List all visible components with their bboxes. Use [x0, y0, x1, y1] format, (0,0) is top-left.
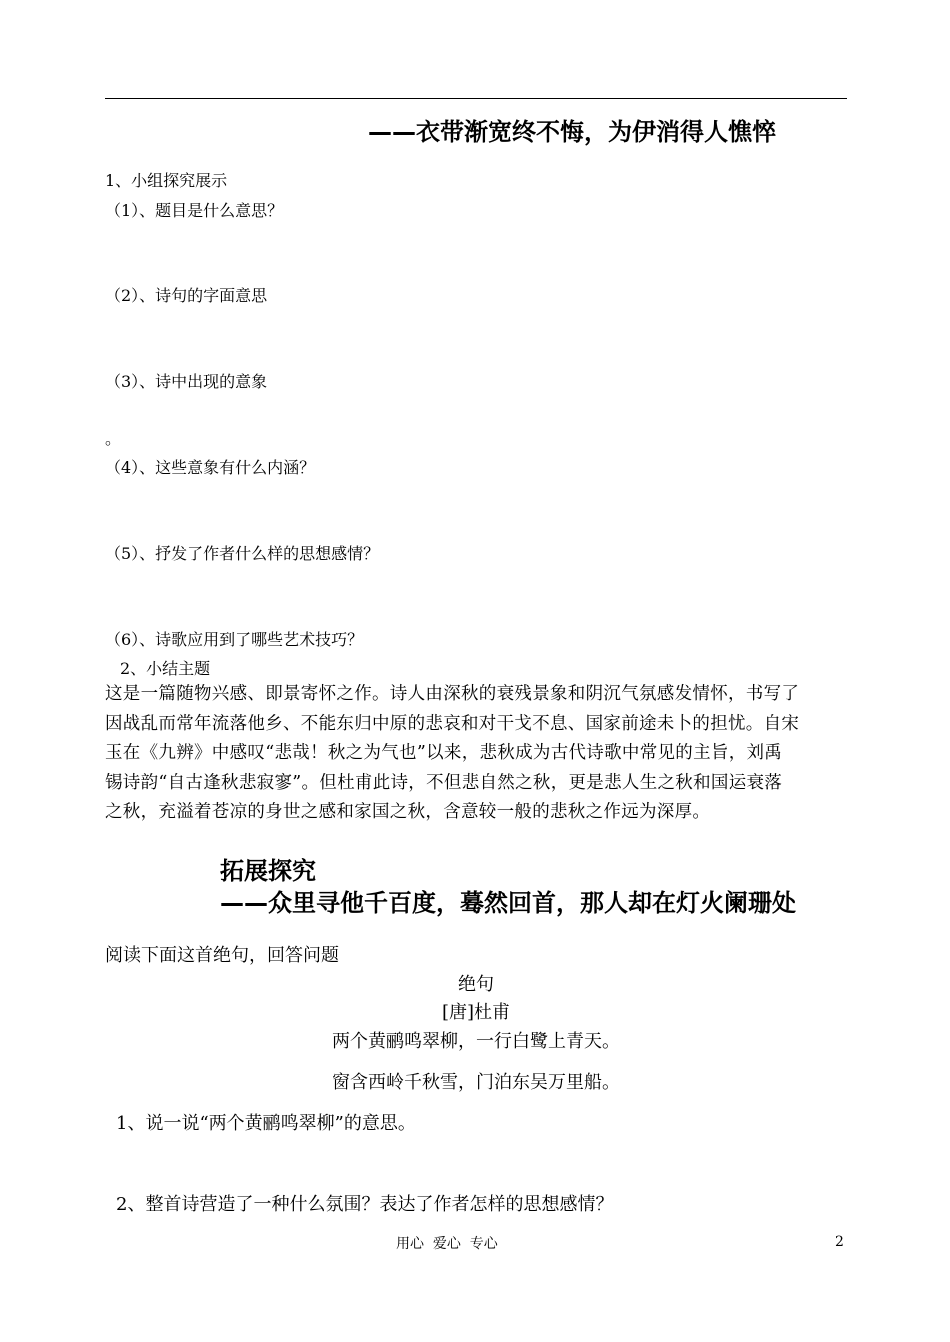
poem-line: 两个黄鹂鸣翠柳，一行白鹭上青天。: [332, 1031, 620, 1052]
extension-question-1: 1、说一说“两个黄鹂鸣翠柳”的意思。: [116, 1113, 416, 1134]
summary-line: 之秋，充溢着苍凉的身世之感和家国之秋，含意较一般的悲秋之作远为深厚。: [105, 802, 711, 822]
header-subtitle: ——衣带渐宽终不悔，为伊消得人憔悴: [368, 118, 776, 146]
page-number: 2: [835, 1234, 844, 1250]
summary-line: 这是一篇随物兴感、即景寄怀之作。诗人由深秋的衰残景象和阴沉气氛感发情怀，书写了: [105, 684, 800, 704]
question-2: （2）、诗句的字面意思: [105, 286, 268, 305]
summary-line: 玉在《九辨》中感叹“悲哉！秋之为气也”以来，悲秋成为古代诗歌中常见的主旨，刘禹: [105, 743, 783, 763]
question-3: （3）、诗中出现的意象: [105, 372, 268, 391]
header-rule: [105, 98, 847, 99]
summary-paragraph: [105, 680, 850, 828]
poem-title: 绝句: [458, 974, 494, 995]
footer-motto: 用心 爱心 专心: [396, 1236, 498, 1252]
section1-title: 1、小组探究展示: [105, 171, 228, 190]
poem-line: 窗含西岭千秋雪，门泊东吴万里船。: [332, 1072, 620, 1093]
reading-instruction: 阅读下面这首绝句，回答问题: [105, 945, 339, 966]
summary-line: 锡诗韵“自古逢秋悲寂寥”。但杜甫此诗，不但悲自然之秋，更是悲人生之秋和国运衰落: [105, 772, 783, 793]
poem-author: [唐]杜甫: [441, 1002, 511, 1023]
extension-question-2: 2、整首诗营造了一种什么氛围？表达了作者怎样的思想感情？: [116, 1194, 614, 1215]
question-1: （1）、题目是什么意思？: [105, 201, 284, 220]
section2-title: 2、小结主题: [120, 659, 211, 678]
question-6: （6）、诗歌应用到了哪些艺术技巧？: [105, 630, 364, 649]
summary-line: 因战乱而常年流落他乡、不能东归中原的悲哀和对干戈不息、国家前途未卜的担忧。自宋: [105, 713, 800, 734]
question-4: （4）、这些意象有什么内涵？: [105, 458, 316, 477]
extension-subtitle: ——众里寻他千百度，蓦然回首，那人却在灯火阑珊处: [220, 889, 796, 917]
stray-period: 。: [105, 429, 122, 448]
question-5: （5）、抒发了作者什么样的思想感情？: [105, 544, 380, 563]
extension-title: 拓展探究: [220, 857, 316, 885]
